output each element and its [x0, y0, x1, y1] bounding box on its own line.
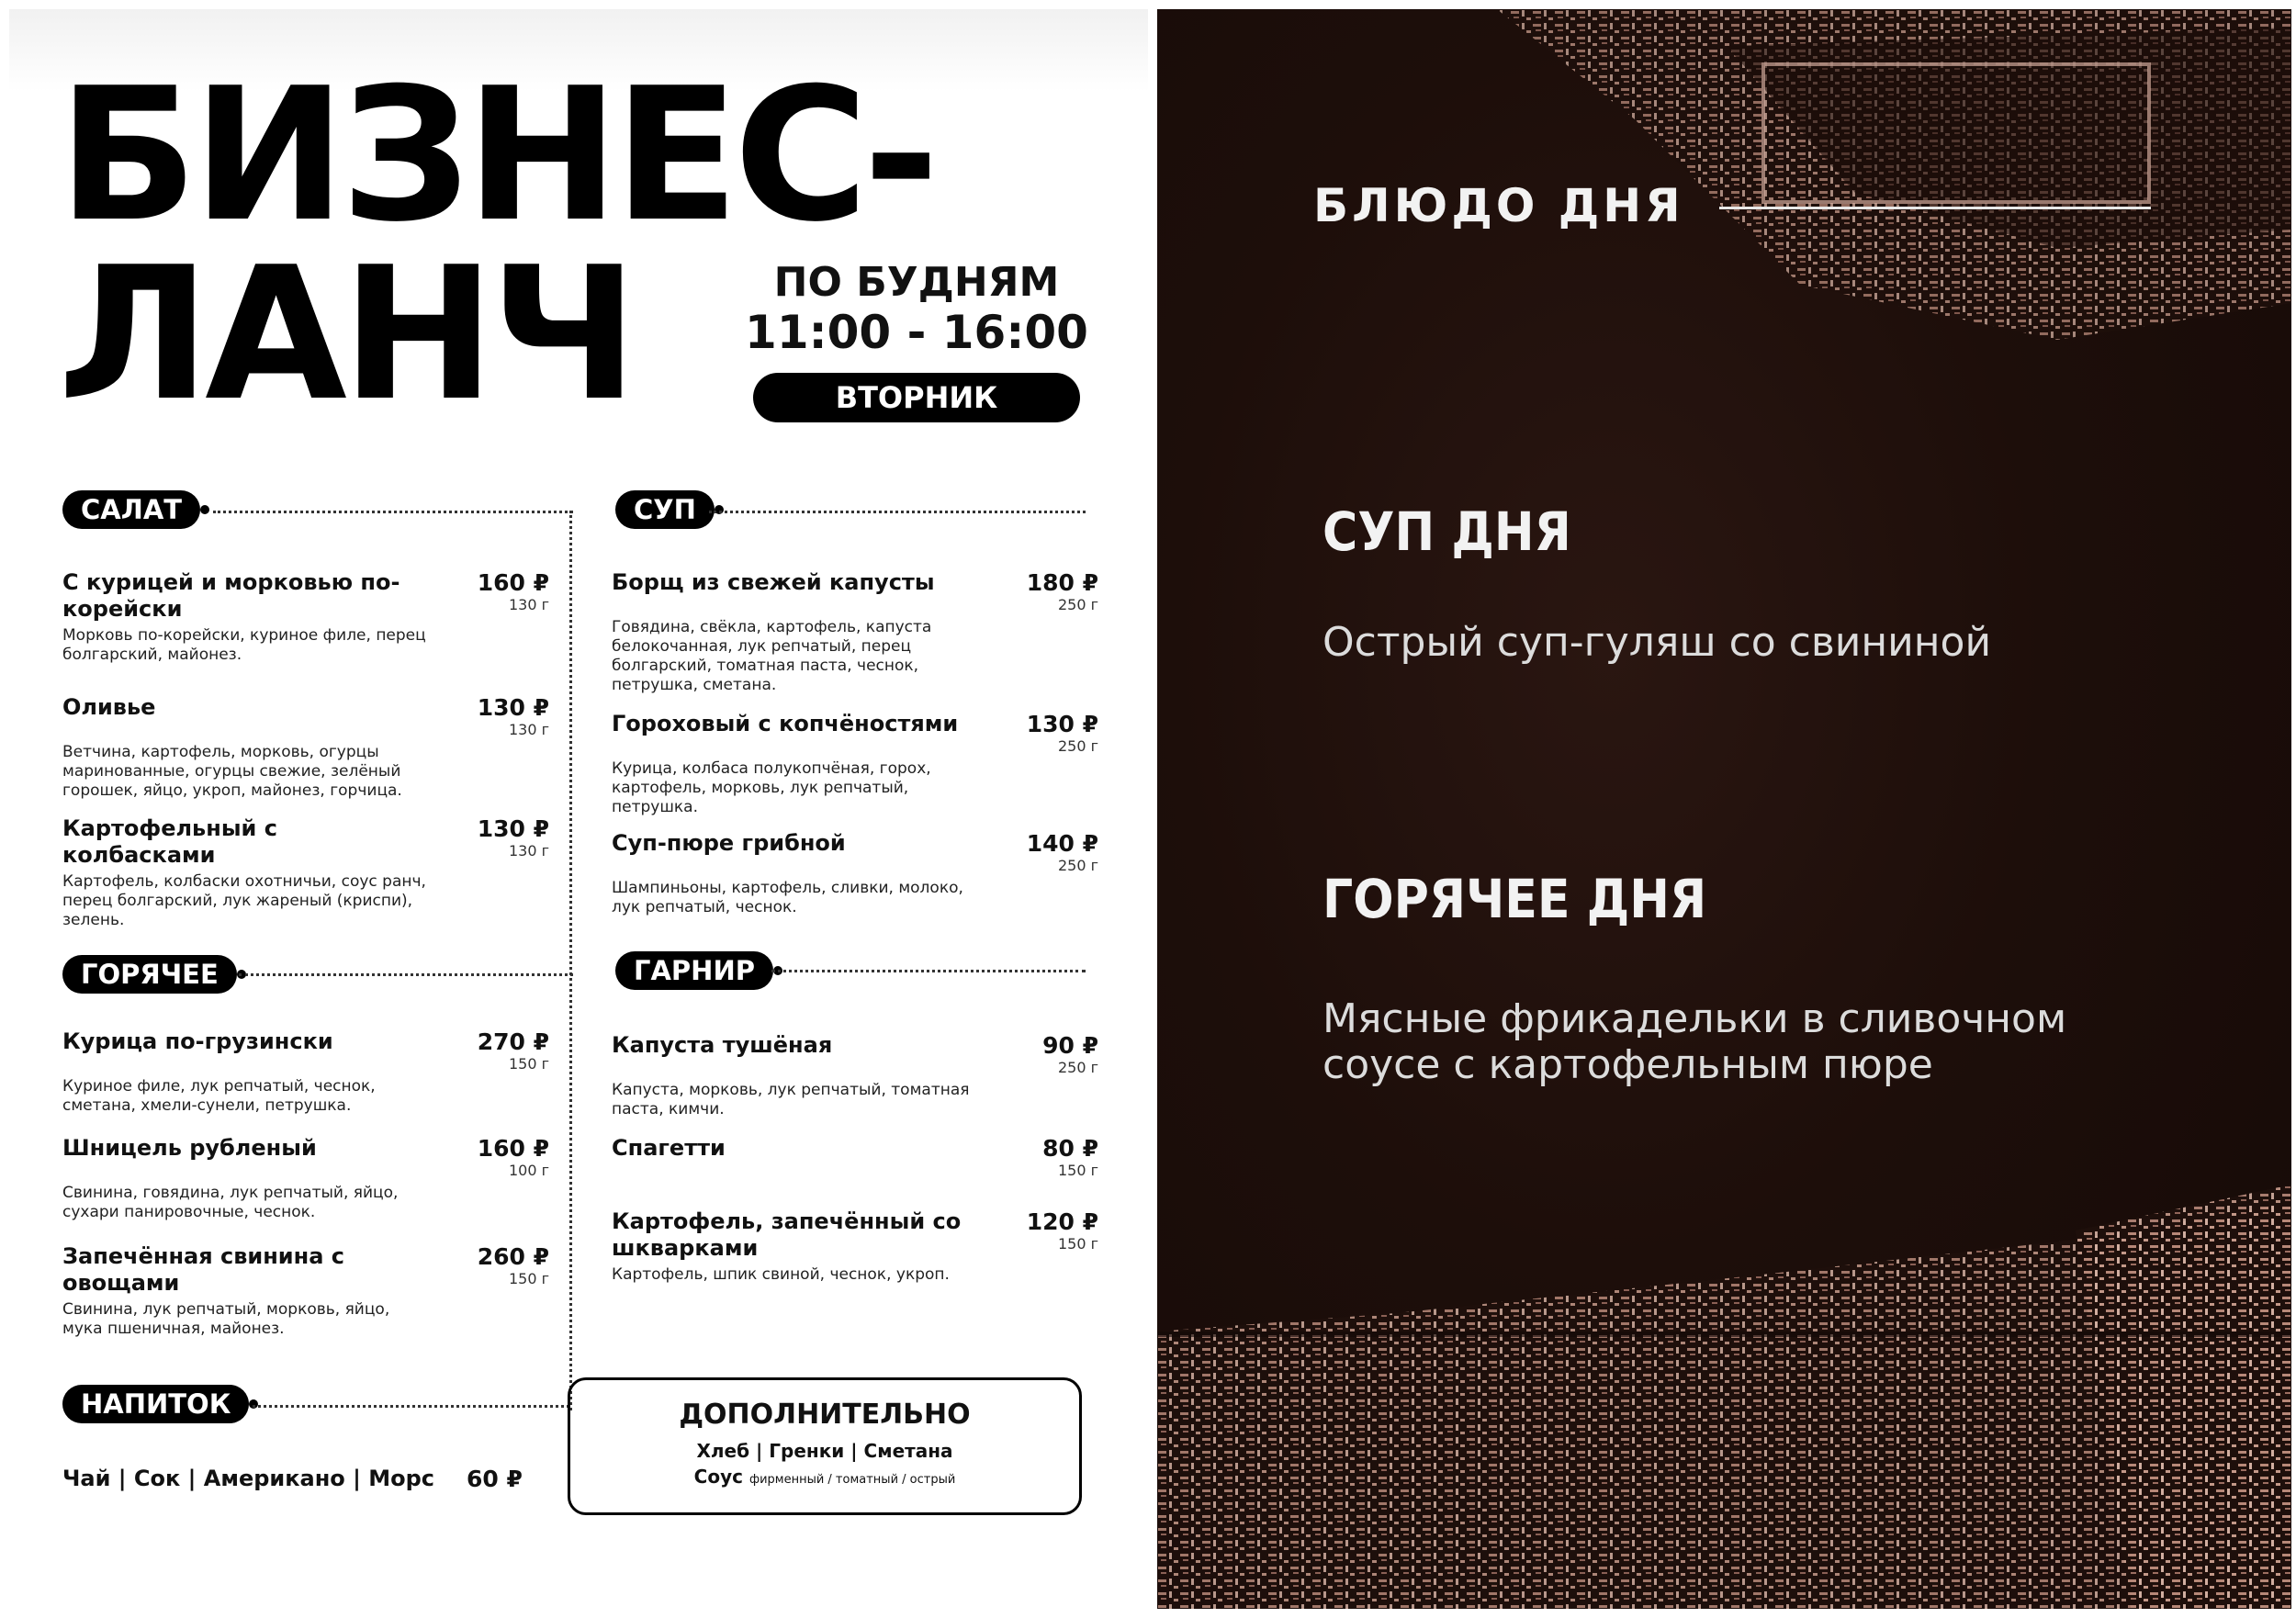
section-hot-badge: ГОРЯЧЕЕ	[62, 955, 237, 994]
menu-item	[612, 711, 1098, 817]
item-description: Куриное филе, лук репчатый, чеснок, сметана, хмели-сунели, петрушка.	[62, 1077, 376, 1115]
item-price: 130 ₽	[1026, 711, 1098, 737]
schedule-block	[742, 259, 1091, 422]
menu-page	[9, 9, 1148, 1609]
item-name: Курица по-грузински	[62, 1028, 333, 1054]
menu-item	[612, 830, 1098, 917]
drink-list: Чай | Сок | Американо | Морс	[62, 1466, 435, 1491]
item-price: 90 ₽	[1042, 1032, 1098, 1059]
extras-title: ДОПОЛНИТЕЛЬНО	[679, 1399, 971, 1431]
section-side-badge: ГАРНИР	[615, 951, 773, 990]
side-divider	[771, 970, 1086, 972]
item-name: Запечённая свинина с овощами	[62, 1243, 344, 1296]
dish-of-day-heading: БЛЮДО ДНЯ	[1313, 179, 1684, 232]
item-price: 270 ₽	[477, 1028, 549, 1055]
salad-divider	[213, 511, 573, 513]
item-name: Гороховый с копчёностями	[612, 711, 959, 736]
item-description: Свинина, лук репчатый, морковь, яйцо, мука пшеничная, майонез.	[62, 1300, 390, 1338]
drink-divider	[253, 1405, 569, 1408]
item-name: Шницель рубленый	[62, 1135, 317, 1161]
item-description: Картофель, шпик свиной, чеснок, укроп.	[612, 1265, 950, 1284]
item-description: Курица, колбаса полукопчёная, горох, картофель, морковь, лук репчатый, петрушка.	[612, 759, 931, 816]
extras-box	[568, 1377, 1082, 1515]
menu-item	[612, 569, 1098, 695]
menu-item	[62, 1243, 549, 1339]
menu-item	[612, 1135, 1098, 1184]
hot-of-day-heading: ГОРЯЧЕЕ ДНЯ	[1322, 868, 1707, 930]
item-price: 130 ₽	[477, 815, 549, 842]
column-divider	[569, 511, 572, 1410]
menu-item	[612, 1032, 1098, 1119]
item-weight: 130 г	[508, 842, 549, 860]
item-name: С курицей и морковью по-корейски	[62, 569, 400, 622]
item-description: Шампиньоны, картофель, сливки, молоко, лук репчатый, чеснок.	[612, 879, 963, 916]
item-price: 140 ₽	[1026, 830, 1098, 857]
item-weight: 150 г	[1057, 1235, 1098, 1253]
item-weight: 130 г	[508, 721, 549, 738]
item-weight: 150 г	[508, 1270, 549, 1287]
soup-of-day-text: Острый суп-гуляш со свининой	[1322, 619, 1992, 666]
item-price: 160 ₽	[477, 569, 549, 596]
dish-of-day-page	[1157, 9, 2291, 1609]
item-price: 160 ₽	[477, 1135, 549, 1162]
item-weight: 250 г	[1057, 857, 1098, 874]
menu-title-line1: БИЗНЕС-	[58, 49, 934, 263]
schedule-hours: 11:00 - 16:00	[745, 306, 1088, 359]
item-weight: 250 г	[1057, 1059, 1098, 1076]
sauce-options: фирменный / томатный / острый	[748, 1473, 956, 1487]
item-price: 80 ₽	[1042, 1135, 1098, 1162]
item-weight: 130 г	[508, 596, 549, 613]
menu-title-line2: ЛАНЧ	[58, 228, 633, 442]
item-description: Говядина, свёкла, картофель, капуста белокочанная, лук репчатый, перец болгарский, томатная паста, чеснок, петрушка, сметана.	[612, 618, 932, 694]
item-price: 180 ₽	[1026, 569, 1098, 596]
item-description: Морковь по-корейски, куриное филе, перец болгарский, майонез.	[62, 626, 426, 664]
hot-divider	[239, 973, 573, 976]
section-salad-badge: САЛАТ	[62, 490, 200, 529]
drink-price: 60 ₽	[467, 1466, 523, 1492]
menu-item	[62, 694, 549, 801]
item-name: Борщ из свежей капусты	[612, 569, 935, 595]
item-price: 130 ₽	[477, 694, 549, 721]
heading-divider	[1719, 207, 2151, 209]
section-soup-badge: СУП	[615, 490, 715, 529]
menu-item	[62, 815, 549, 930]
item-name: Картофельный с колбасками	[62, 815, 277, 868]
soup-of-day-heading: СУП ДНЯ	[1322, 500, 1571, 563]
item-name: Суп-пюре грибной	[612, 830, 846, 856]
item-weight: 150 г	[508, 1055, 549, 1073]
extras-list: Хлеб | Гренки | Сметана	[696, 1440, 953, 1462]
hot-of-day-text: Мясные фрикадельки в сливочном соусе с картофельным пюре	[1322, 995, 2067, 1088]
item-name: Капуста тушёная	[612, 1032, 833, 1058]
item-price: 260 ₽	[477, 1243, 549, 1270]
item-price: 120 ₽	[1026, 1208, 1098, 1235]
schedule-days: ПО БУДНЯМ	[773, 259, 1060, 306]
day-badge: ВТОРНИК	[753, 373, 1080, 422]
section-drink-badge: НАПИТОК	[62, 1385, 249, 1423]
item-name: Оливье	[62, 694, 156, 720]
item-description: Капуста, морковь, лук репчатый, томатная паста, кимчи.	[612, 1081, 970, 1118]
menu-item	[62, 569, 549, 665]
item-name: Спагетти	[612, 1135, 726, 1161]
extras-sauce	[570, 1466, 1079, 1488]
item-description: Свинина, говядина, лук репчатый, яйцо, сухари панировочные, чеснок.	[62, 1184, 399, 1221]
item-description: Ветчина, картофель, морковь, огурцы маринованные, огурцы свежие, зелёный горошек, яйцо, укроп, майонез, горчица.	[62, 743, 402, 800]
item-name: Картофель, запечённый со шкварками	[612, 1208, 962, 1261]
carpet-pattern-background	[1157, 9, 2291, 1609]
menu-item	[612, 1208, 1098, 1285]
item-description: Картофель, колбаски охотничьи, соус ранч, перец болгарский, лук жареный (криспи), зелень.	[62, 872, 426, 929]
item-weight: 250 г	[1057, 737, 1098, 755]
item-weight: 250 г	[1057, 596, 1098, 613]
item-weight: 150 г	[1057, 1162, 1098, 1179]
menu-item	[62, 1135, 549, 1222]
soup-divider	[709, 511, 1086, 513]
item-weight: 100 г	[508, 1162, 549, 1179]
sauce-label: Соус	[693, 1466, 743, 1488]
menu-item	[62, 1028, 549, 1116]
